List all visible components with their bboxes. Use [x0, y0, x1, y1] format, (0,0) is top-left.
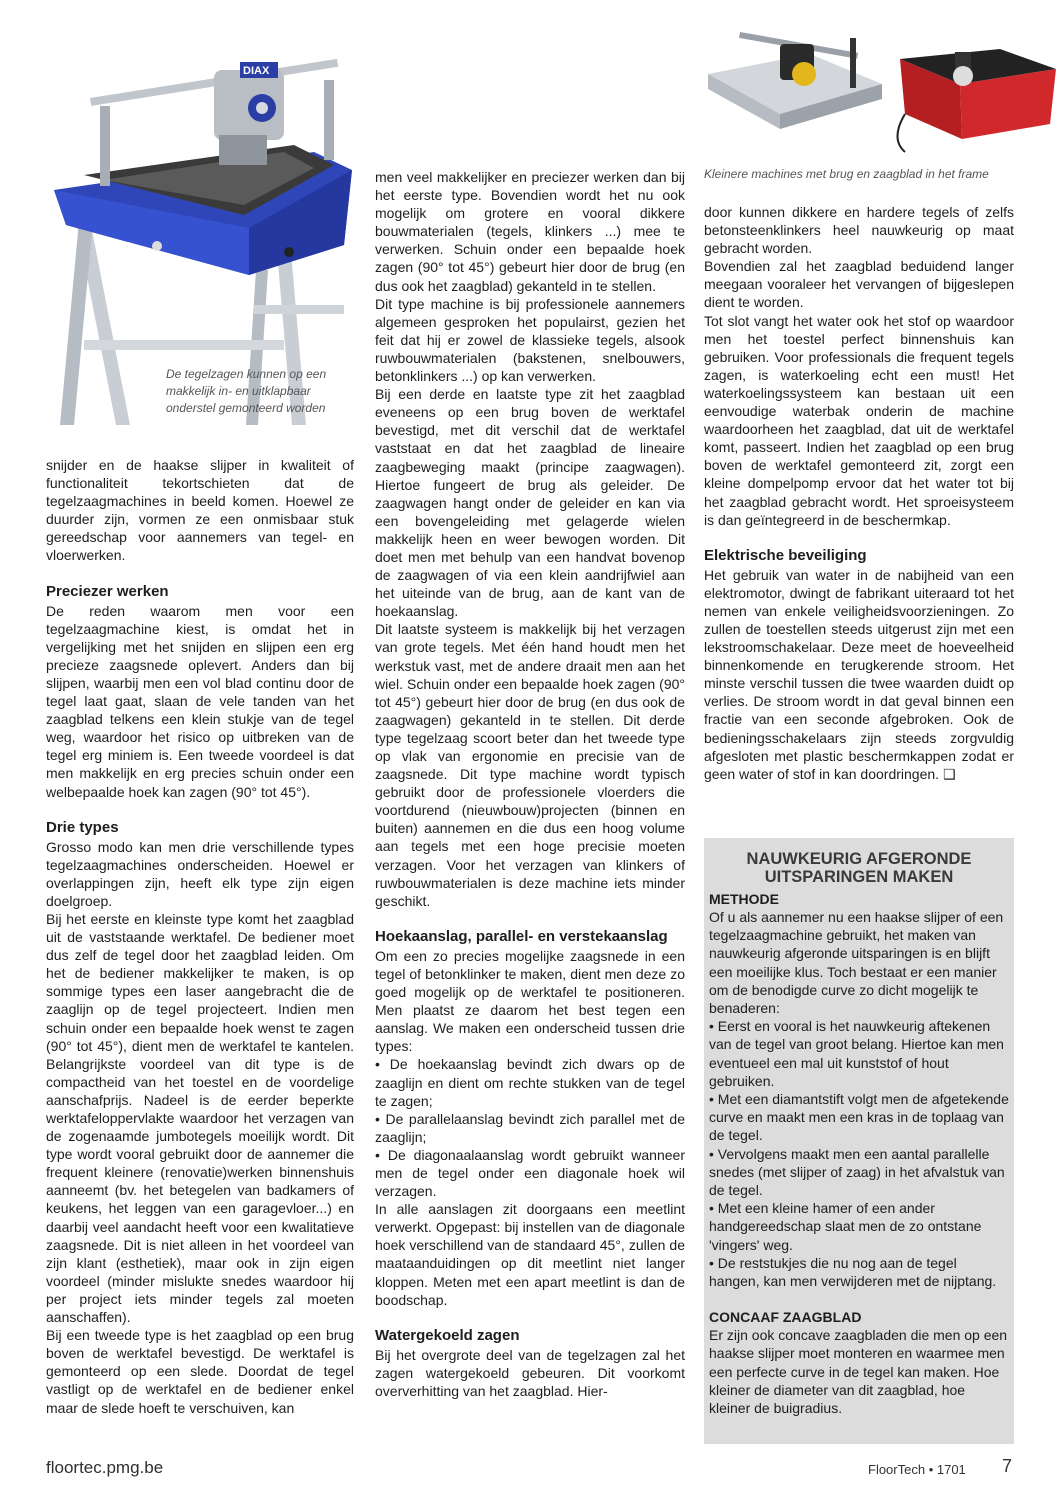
paragraph: In alle aanslagen zit doorgaans een meetlint verwerkt. Opgepast: bij instellen van de diagonale hoek verschillend van de standaard 45°, zullen de maataanduidingen op dit meetlint niet langer kloppen. Meten met een apart meetlint is dan de boodschap. — [375, 1201, 685, 1308]
bullet-item: • Met een diamantstift volgt men de afgetekende curve en maakt men een kras in de toplaag van de tegel. — [709, 1091, 1009, 1144]
sidebar-box — [704, 838, 1014, 1444]
paragraph: Bij een tweede type is het zaagblad op een brug boven de werktafel bevestigd. De werktafel is gemonteerd op een slede. Doordat de tegel vastligt op de werktafel en de bediener enkel maar de slede hoeft te verschuiven, kan — [46, 1327, 354, 1416]
diax-logo: DIAX — [243, 65, 270, 77]
bullet-item: • Met een kleine hamer of een ander handgereedschap slaat men de zo ontstane 'vingers' weg. — [709, 1200, 982, 1253]
paragraph — [704, 566, 1014, 783]
column-2 — [375, 168, 685, 1400]
bullet-item: • De diagonaalaanslag wordt gebruikt wanneer men de tegel onder een diagonale hoek wil verzagen. — [375, 1146, 685, 1200]
paragraph: De reden waarom men voor een tegelzaagmachine kiest, is omdat het in vergelijking met het snijden en slijpen een erg precieze zaagsnede oplevert. Anders dan bij slijpen, waarbij men een vol blad continu door de tegel laat gaat, slaan de vele tanden van het zaagblad telkens een klein stukje van de tegel weg, waardoor het risico op uitbreken van de tegel erg miniem is. Een tweede voordeel is dat men makkelijk en erg precies schuin onder een welbepaalde hoek kan zagen (90° tot 45°). — [46, 602, 354, 800]
paragraph: Bij het overgrote deel van de tegelzagen zal het zagen watergekoeld gebeuren. Dit voorkomt oververhitting van het zaagblad. Hier- — [375, 1346, 685, 1399]
bullet-item: • De hoekaanslag bevindt zich dwars op de zaaglijn en dient om rechte stukken van de tegel te zagen; — [375, 1056, 685, 1109]
small-machines-illustration — [700, 14, 1058, 154]
footer-website[interactable]: floortec.pmg.be — [46, 1458, 164, 1477]
intro-paragraph: snijder en de haakse slijper in kwaliteit of functionaliteit tekortschieten dat de tegelzaagmachines in beeld komen. Hoewel ze duurder zijn, vormen ze een onmisbaar stuk gereedschap voor aannemers van tegel- en vloerwerken. — [46, 457, 354, 564]
box-title: NAUWKEURIG AFGERONDE UITSPARINGEN MAKEN — [746, 850, 972, 886]
footer-page-number: 7 — [1002, 1456, 1013, 1476]
paragraph: Of u als aannemer nu een haakse slijper of een tegelzaagmachine gebruikt, het maken van nauwkeurig afgeronde uitsparingen is en blijft een moeilijke klus. Toch bestaat er een manier om de benodigde curve zo dicht mogelijk te benaderen: — [709, 909, 1004, 1017]
bullet-item: • De reststukjes die nu nog aan de tegel hangen, kan men verwijderen met de nijptang. — [709, 1254, 997, 1290]
box-heading-methode: METHODE — [709, 891, 779, 907]
heading-watergekoeld-zagen: Watergekoeld zagen — [375, 1326, 520, 1344]
paragraph: men veel makkelijker en preciezer werken dan bij het eerste type. Bovendien wordt het nu ook mogelijk om grotere en vooral dikkere bouwmaterialen (tegels, klinkers ...) mee te verwerken. Schuin onder een bepaalde hoek zagen (90° tot 45°) gebeurt hier door de brug (en dus ook het zaagblad) gekanteld in te stellen. — [375, 169, 685, 294]
paragraph: Om een zo precies mogelijke zaagsnede in een tegel of betonklinker te maken, dient men deze zo goed mogelijk op de werktafel te positioneren. Men plaatst ze daarom het best tegen een aanslag. We maken een onderscheid tussen drie types: — [375, 947, 685, 1055]
column-3 — [704, 203, 1014, 783]
tile-saw-stand-figure — [44, 40, 354, 425]
end-mark-icon: ❑ — [942, 765, 956, 782]
paragraph: Er zijn ook concave zaagbladen die men op een haakse slijper moet monteren en waarmee men een perfecte curve in de tegel kan maken. Hoe kleiner de diameter van dit zaagblad, hoe kleiner de buigradius. — [709, 1327, 1008, 1417]
small-machines-figure — [700, 14, 1058, 181]
paragraph: Tot slot vangt het water ook het stof op waardoor men het toestel perfect binnenshuis kan gebruiken. Voor professionals die frequent tegels zagen, is waterkoeling echt een must! Het waterkoelingssysteem kan bestaan uit een eenvoudige waterbak onderin de machine waardoorheen het zaagblad, dat uit de werktafel komt, passeert. Indien het zaagblad op een brug boven de werktafel gemonteerd zit, zorgt een kleine dompelpomp ervoor dat het water tot bij het zaagblad gebracht wordt. Het sproeisysteem is dan geïntegreerd in de beschermkap. — [704, 312, 1014, 528]
footer-issue: FloorTech • 1701 — [868, 1462, 966, 1477]
bullet-item: • Vervolgens maakt men een aantal parallelle snedes (met slijper of zaag) in het afvalstuk van de tegel. — [709, 1145, 1005, 1199]
column-1 — [46, 456, 354, 1417]
paragraph: Dit laatste systeem is makkelijk bij het verzagen van grote tegels. Met één hand houdt men het werkstuk vast, met de andere draait men aan het wiel. Schuin onder een bepaalde hoek zagen (90° tot 45°) gebeurt hier door de brug (en dus ook de zaagwagen) gekanteld in te stellen. Dit derde type tegelzaag scoort beter dan het tweede type op vlak van ergonomie en precisie van de zaagsnede. Dit type machine wordt typisch gebruikt door de professionele vloerders die voortdurend (nieuwbouw)projecten (binnen en buiten) aannemen en die dus een hoog volume aan tegels met een hoge precisie moeten verzagen. Voor het verzagen van klinkers of ruwbouwmaterialen is deze machine iets minder geschikt. — [375, 621, 685, 909]
paragraph: Bij het eerste en kleinste type komt het zaagblad uit de vaststaande werktafel. De bediener moet dus zelf de tegel door het zaagblad leiden. Om het de bediener makkelijker te maken, is op sommige types een laser aangebracht die de zaaglijn op de tegel projecteert. Indien men schuin onder een bepaalde hoek wenst te zagen (90° tot 45°), dient men de werktafel te kantelen. Belangrijkste voordeel van dit type is de compactheid van het toestel en de voordelige aanschafprijs. Nadeel is de eerder beperkte werktafeloppervlakte waardoor het verzagen van de zogenaamde jumbotegels moeilijk wordt. Dit type wordt vooral gebruikt door de aannemer die frequent kleinere (renovatie)werken binnenshuis aanneemt (bv. het betegelen van badkamers of keukens, het leggen van een garagevloer...) en daarbij veel aandacht heeft voor een kwalitatieve zaagsnede. Dit is niet alleen in het voordeel van zijn klant (esthetiek), maar ook in zijn eigen voordeel (minder mislukte snedes waardoor hij per project iets minder tegels zal moeten aanschaffen). — [46, 910, 354, 1326]
paragraph-text: Het gebruik van water in de nabijheid van een elektromotor, dwingt de fabrikant uiteraard tot het nemen van enkele veiligheidsvoorzieningen. Zo zullen de toestellen steeds uitgerust zijn met een lekstroomschakelaar. Deze meet de hoeveelheid binnenkomende en terugkerende stroom. Het minste verschil tussen die twee waarden duidt op verlies. De stroom wordt in dat geval binnen een fractie van een seconde afgebroken. Ook de bedieningsschakelaars zijn steeds zorgvuldig afgesloten met plastic beschermkappen zodat er geen water of stof in kan doordringen. — [704, 566, 1014, 782]
paragraph: Grosso modo kan men drie verschillende types tegelzaagmachines onderscheiden. Hoewel er overlappingen zijn, heeft elk type zijn eigen doelgroep. — [46, 838, 354, 909]
paragraph: Bovendien zal het zaagblad beduidend langer meegaan vooraleer het vervangen of bijgeslepen dient te worden. — [704, 258, 1014, 311]
heading-hoekaanslag: Hoekaanslag, parallel- en verstekaanslag — [375, 927, 668, 945]
heading-drie-types: Drie types — [46, 818, 119, 836]
bullet-item: • De parallelaanslag bevindt zich parallel met de zaaglijn; — [375, 1110, 685, 1145]
box-heading-concaaf-zaagblad: CONCAAF ZAAGBLAD — [709, 1309, 862, 1326]
heading-elektrische-beveiliging: Elektrische beveiliging — [704, 546, 867, 564]
paragraph: Bij een derde en laatste type zit het zaagblad eveneens op een brug boven de werktafel bevestigd, met dit verschil dat de werktafel vaststaat en dat het zaagblad de lineaire zaagbeweging maakt (principe zaagwagen). Hiertoe fungeert de brug als geleider. De zaagwagen hangt onder de geleider en kan via een bovengeleiding met gelagerde wielen makkelijk heen en weer bewogen worden. Dit doet men met behulp van een handvat bovenop de zaagwagen of via een klein aandrijfwiel aan het uiteinde van de brug, aan de kant van de hoekaanslag. — [375, 386, 685, 620]
paragraph: door kunnen dikkere en hardere tegels of zelfs betonsteenklinkers heel nauwkeurig op maat gebracht worden. — [704, 204, 1014, 257]
heading-preciezer-werken: Preciezer werken — [46, 582, 169, 600]
left-figure-caption: De tegelzagen kunnen op een makkelijk in- en uitklapbaar onderstel gemonteerd worden — [166, 367, 327, 415]
right-figure-caption: Kleinere machines met brug en zaagblad in het frame — [704, 167, 989, 181]
bullet-item: • Eerst en vooral is het nauwkeurig aftekenen van de tegel van groot belang. Hiertoe kan men eventueel een mal uit kunststof of hout gebruiken. — [709, 1018, 1004, 1089]
paragraph: Dit type machine is bij professionele aannemers algemeen gesproken het populairst, gezien het feit dat hij er zowel de klassieke tegels, alsook ruwbouwmaterialen (bakstenen, snelbouwers, betonklinkers ...) op kan verwerken. — [375, 295, 685, 385]
